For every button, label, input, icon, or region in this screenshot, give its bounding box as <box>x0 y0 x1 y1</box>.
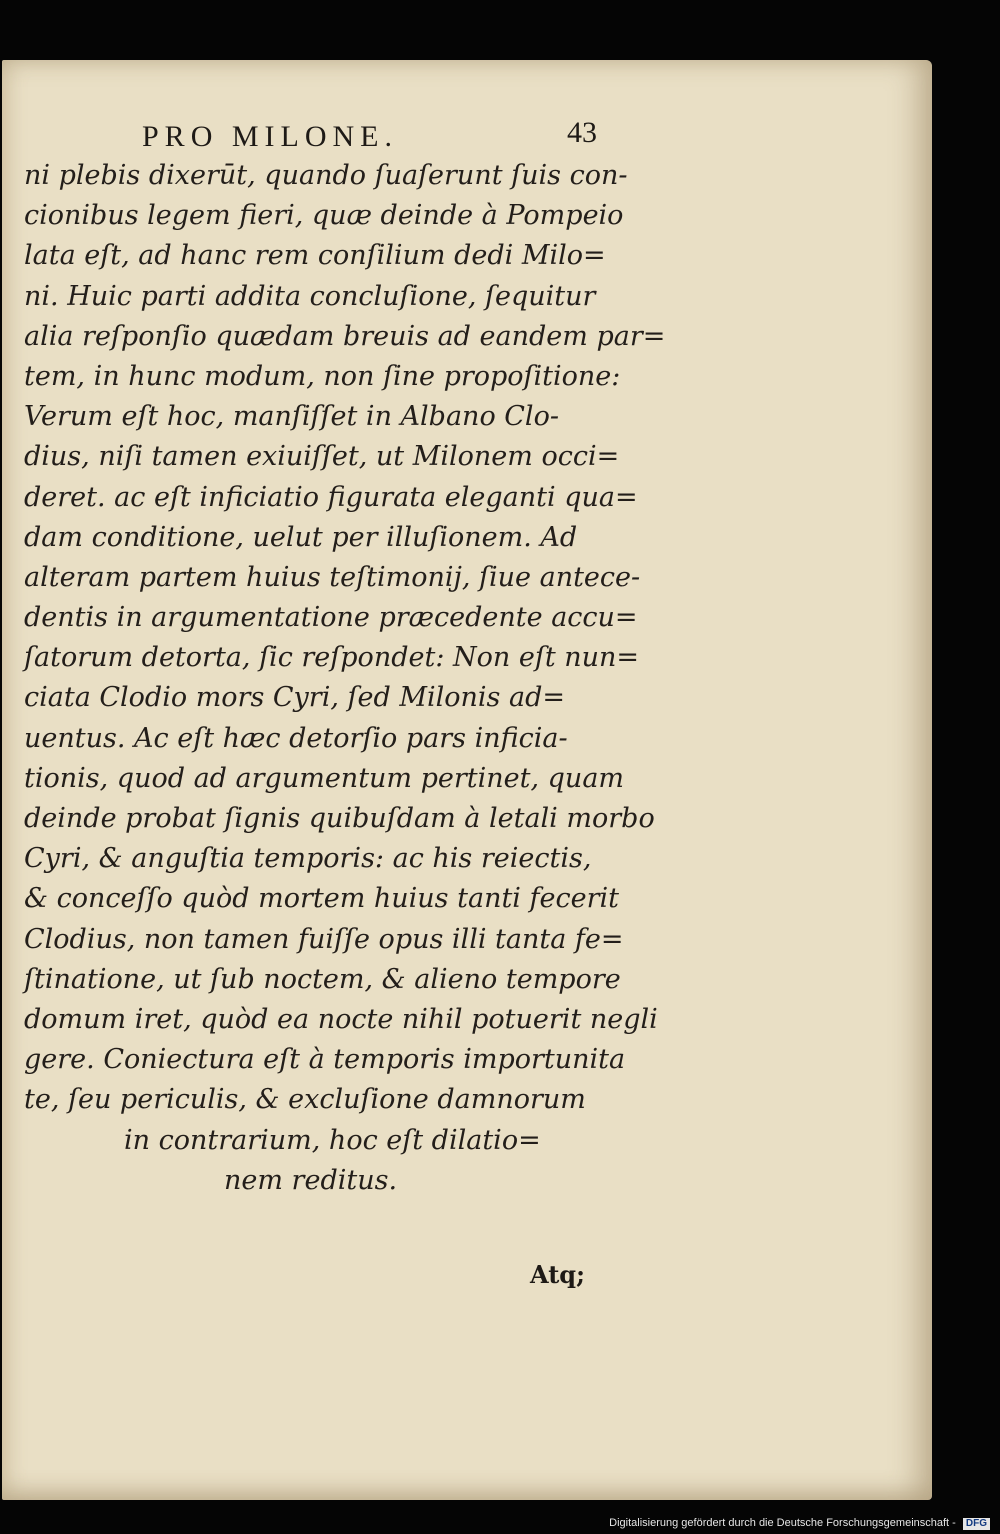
page-number: 43 <box>567 116 597 149</box>
text-line: Cyri, & anguſtia temporis: ac his reiectis, <box>24 843 592 875</box>
running-title: PRO MILONE. <box>142 120 399 153</box>
text-line: nem reditus. <box>224 1164 398 1196</box>
body-text <box>24 156 666 1201</box>
text-line: & conceſſo quòd mortem huius tanti fecerit <box>24 883 619 915</box>
text-line: cionibus legem fieri, quæ deinde à Pompeio <box>24 200 624 232</box>
text-line: gere. Coniectura eſt à temporis importunita <box>24 1044 626 1076</box>
text-line: dentis in argumentatione præcedente accu= <box>24 602 638 634</box>
text-line: ni. Huic parti addita concluſione, ſequitur <box>24 280 596 312</box>
catchword: Atq; <box>530 1260 585 1289</box>
text-line: lata eſt, ad hanc rem conſilium dedi Milo= <box>24 240 606 272</box>
text-line: ſtinatione, ut ſub noctem, & alieno tempore <box>24 963 621 995</box>
text-line: alia reſponſio quædam breuis ad eandem par= <box>24 320 666 352</box>
credit-text: Digitalisierung gefördert durch die Deutsche Forschungsgemeinschaft - <box>609 1517 956 1529</box>
digitization-credit <box>609 1517 990 1530</box>
book-page <box>2 60 932 1500</box>
text-line: deinde probat ſignis quibuſdam à letali morbo <box>24 803 655 834</box>
text-line: te, ſeu periculis, & excluſione damnorum <box>24 1084 586 1116</box>
text-line: Verum eſt hoc, manſiſſet in Albano Clo- <box>24 401 559 433</box>
text-line: Clodius, non tamen fuiſſe opus illi tanta fe= <box>24 923 624 955</box>
dfg-logo: DFG <box>963 1518 990 1530</box>
text-line: ciata Clodio mors Cyri, ſed Milonis ad= <box>24 682 565 714</box>
text-line: dam conditione, uelut per illuſionem. Ad <box>24 521 578 553</box>
text-line: ni plebis dixerūt, quando ſuaſerunt ſuis con- <box>24 160 628 191</box>
text-line: ſatorum detorta, ſic reſpondet: Non eſt nun= <box>24 642 640 674</box>
text-line: domum iret, quòd ea nocte nihil potuerit negli <box>24 1003 658 1035</box>
text-line: dius, niſi tamen exiuiſſet, ut Milonem occi= <box>24 441 620 473</box>
text-line: uentus. Ac eſt hæc detorſio pars inficia- <box>24 722 568 754</box>
text-line: tionis, quod ad argumentum pertinet, quam <box>24 762 625 794</box>
text-line: alteram partem huius teſtimonij, ſiue antece- <box>24 561 641 593</box>
text-line: tem, in hunc modum, non ſine propoſitione: <box>24 360 621 392</box>
text-line: in contrarium, hoc eſt dilatio= <box>124 1124 541 1156</box>
text-line: deret. ac eſt inficiatio figurata eleganti qua= <box>24 481 638 513</box>
